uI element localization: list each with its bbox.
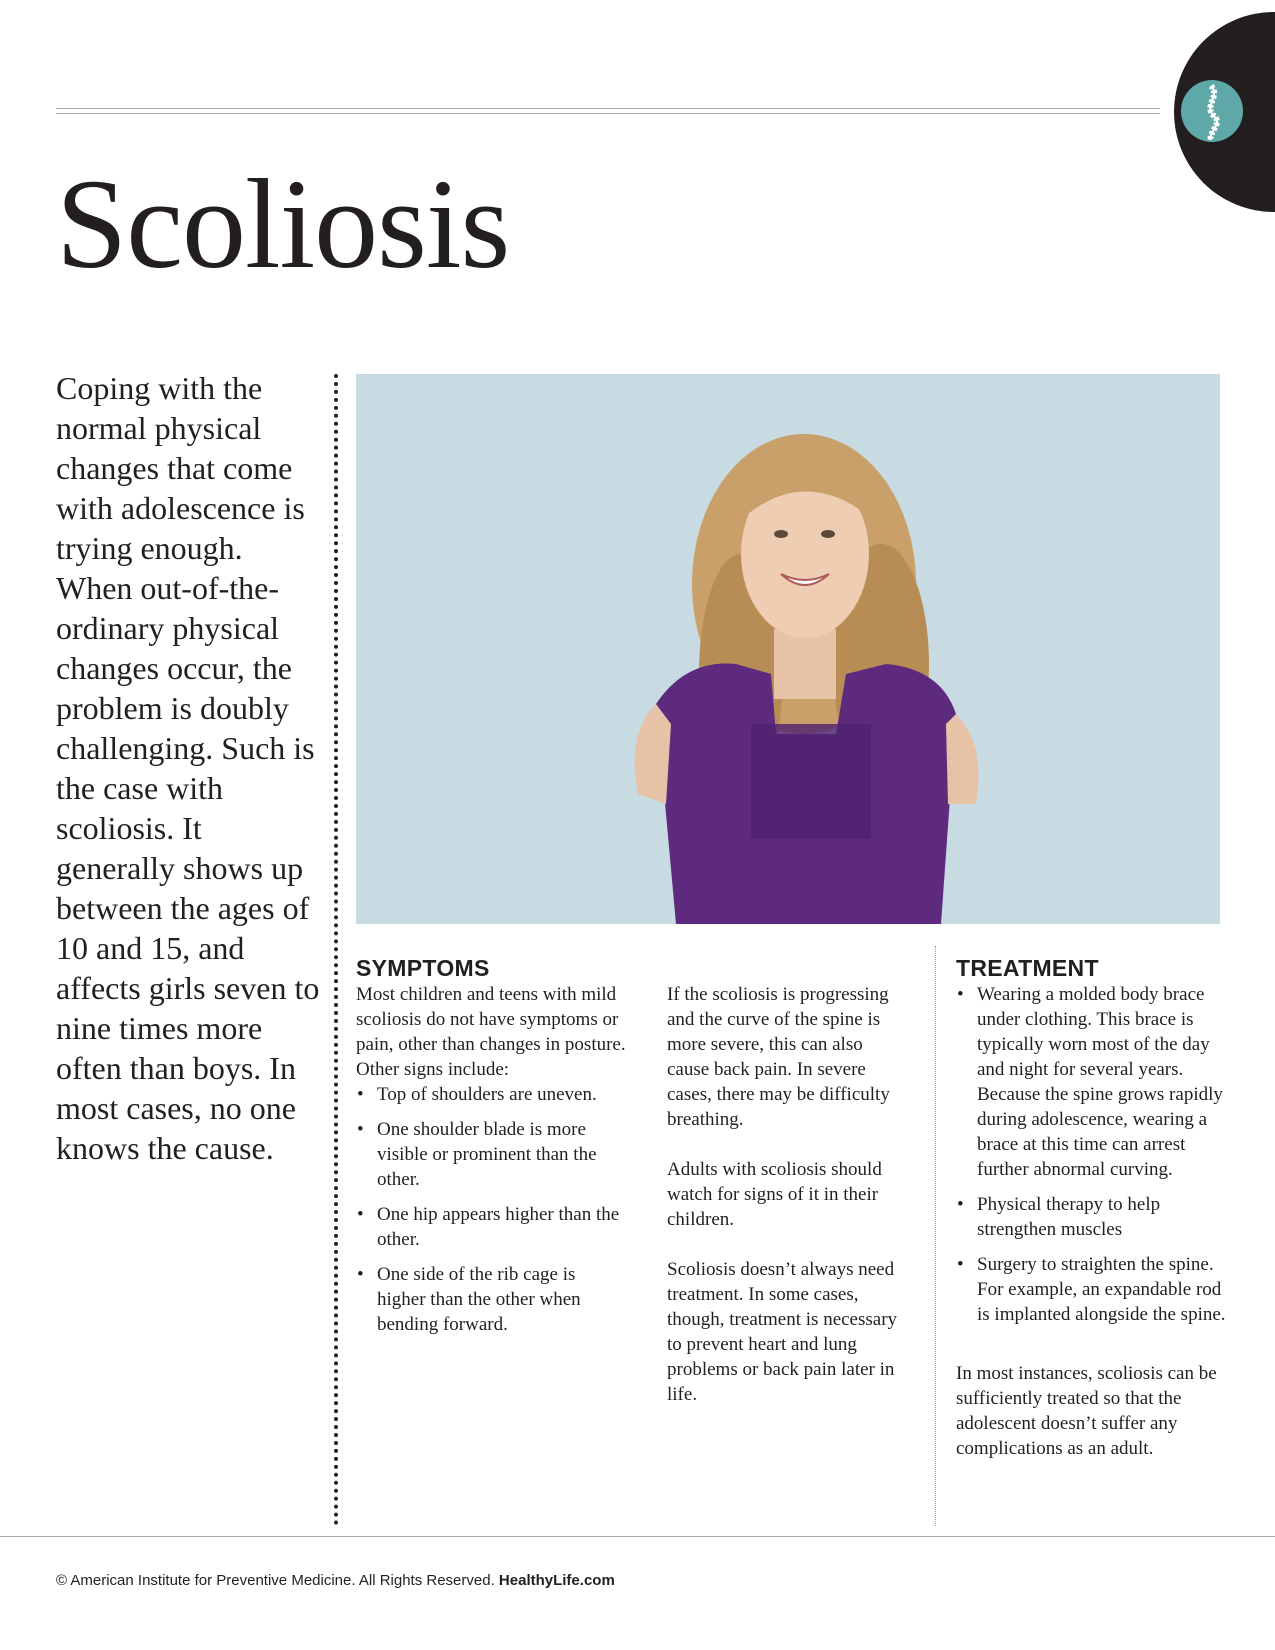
top-rule bbox=[56, 108, 1160, 114]
middle-paragraph: Adults with scoliosis should watch for signs of it in their children. bbox=[667, 1159, 882, 1230]
treatment-closing: In most instances, scoliosis can be sufficiently treated so that the adolescent doesn’t suffer any complications as an adult. bbox=[956, 1363, 1217, 1459]
column-divider-dotted bbox=[334, 374, 338, 1526]
list-item: • Physical therapy to help strengthen muscles bbox=[956, 1192, 1226, 1242]
intro-text: Coping with the normal physical changes that come with adolescence is trying enough. When out-of-the-ordinary physical changes occur, the problem is doubly challenging. Such is the case with scoliosis. It generally shows up between the ages of 10 and 15, and affects girls seven to nine times more often than boys. In most cases, no one knows the cause. bbox=[56, 370, 320, 1166]
middle-column bbox=[667, 982, 907, 1407]
bottom-rule bbox=[0, 1536, 1275, 1537]
symptoms-list bbox=[356, 1082, 626, 1337]
symptoms-column bbox=[356, 954, 626, 1337]
list-item: • Top of shoulders are uneven. bbox=[356, 1082, 626, 1107]
list-item: • Surgery to straighten the spine. For example, an expandable rod is implanted alongside the spine. bbox=[956, 1252, 1226, 1327]
treatment-heading: TREATMENT bbox=[956, 955, 1099, 981]
treatment-list bbox=[956, 982, 1226, 1327]
list-item: • One hip appears higher than the other. bbox=[356, 1202, 626, 1252]
list-item: • One shoulder blade is more visible or prominent than the other. bbox=[356, 1117, 626, 1192]
spine-icon bbox=[1181, 80, 1243, 142]
girl-photo bbox=[356, 374, 1220, 924]
footer-copyright: © American Institute for Preventive Medicine. All Rights Reserved. bbox=[56, 1572, 495, 1589]
middle-paragraph: Scoliosis doesn’t always need treatment. In some cases, though, treatment is necessary to prevent heart and lung problems or back pain later in life. bbox=[667, 1259, 898, 1405]
middle-paragraph: If the scoliosis is progressing and the curve of the spine is more severe, this can also cause back pain. In severe cases, there may be difficulty breathing. bbox=[667, 984, 890, 1130]
list-item: • One side of the rib cage is higher than the other when bending forward. bbox=[356, 1262, 626, 1337]
symptoms-paragraph: Most children and teens with mild scoliosis do not have symptoms or pain, other than changes in posture. Other signs include: bbox=[356, 984, 626, 1080]
treatment-column bbox=[956, 954, 1226, 1461]
footer-site-link[interactable]: HealthyLife.com bbox=[498, 1572, 615, 1589]
footer bbox=[56, 1572, 615, 1589]
list-item: • Wearing a molded body brace under clothing. This brace is typically worn most of the day and night for several years. Because the spine grows rapidly during adolescence, wearing a brace at this time can arrest further abnormal curving. bbox=[956, 982, 1226, 1182]
symptoms-heading: SYMPTOMS bbox=[356, 955, 490, 981]
column-divider-light bbox=[935, 946, 936, 1526]
page-title: Scoliosis bbox=[56, 153, 510, 295]
